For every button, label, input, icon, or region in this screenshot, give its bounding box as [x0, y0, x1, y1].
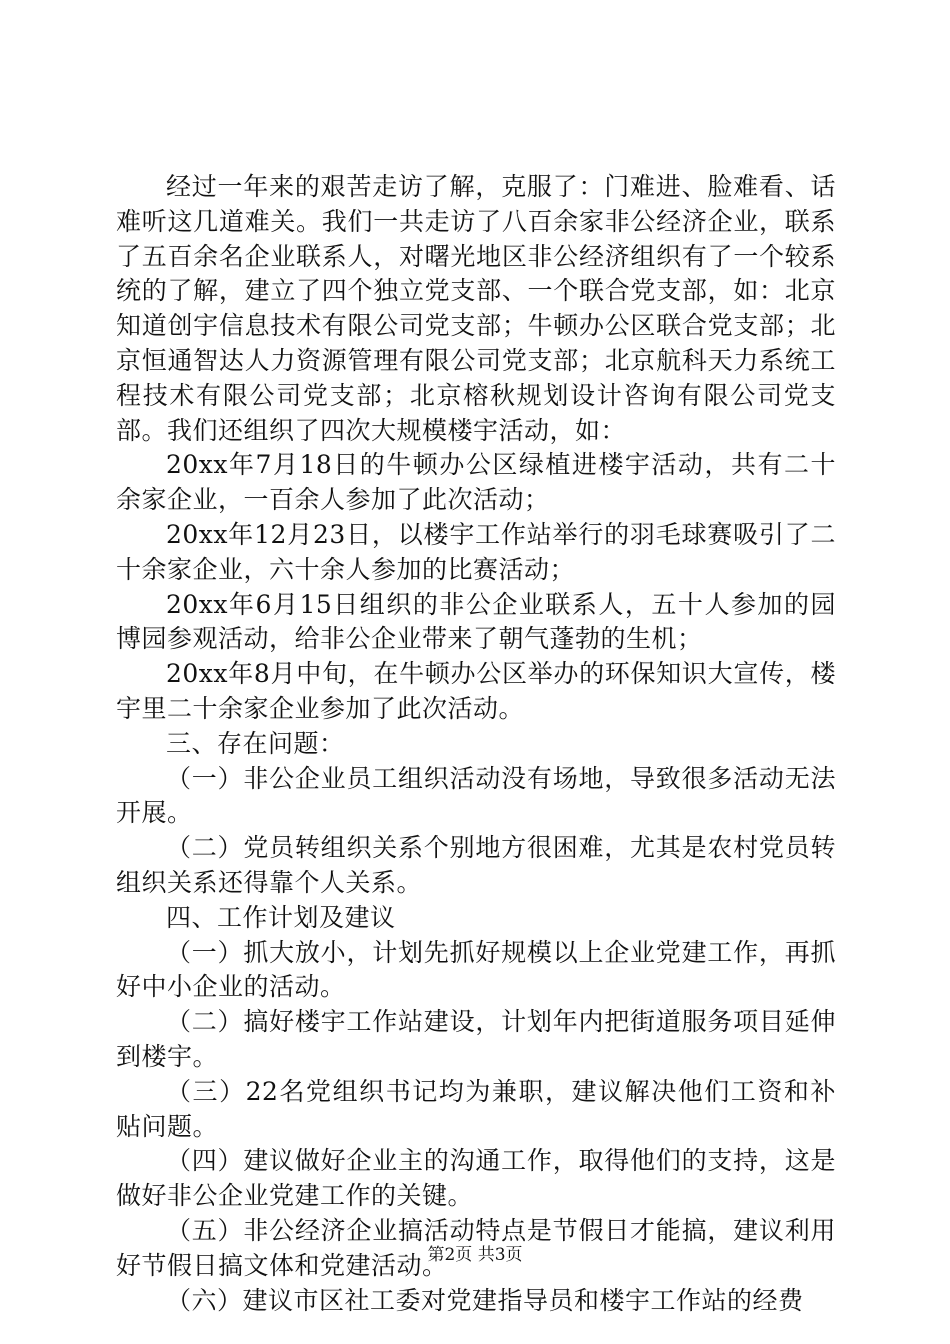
paragraph-plan-6: （六）建议市区社工委对党建指导员和楼宇工作站的经费 — [166, 1285, 804, 1315]
paragraph-problem-1: （一）非公企业员工组织活动没有场地，导致很多活动无法开展。 — [116, 763, 836, 828]
paragraph-event-green-plants: 20xx年7月18日的牛顿办公区绿植进楼宇活动，共有二十余家企业，一百余人参加了此次活动； — [116, 450, 836, 515]
paragraph-event-environment: 20xx年8月中旬，在牛顿办公区举办的环保知识大宣传，楼宇里二十余家企业参加了此次活动。 — [116, 659, 836, 723]
paragraph-plan-4: （四）建议做好企业主的沟通工作，取得他们的支持，这是做好非公企业党建工作的关键。 — [116, 1146, 836, 1211]
document-body — [116, 170, 836, 1318]
paragraph-plan-5: （五）非公经济企业搞活动特点是节假日才能搞，建议利用好节假日搞文体和党建活动。 — [116, 1215, 836, 1280]
paragraph-plan-2: （二）搞好楼宇工作站建设，计划年内把街道服务项目延伸到楼宇。 — [116, 1007, 836, 1071]
paragraph-problem-2: （二）党员转组织关系个别地方很困难，尤其是农村党员转组织关系还得靠个人关系。 — [116, 833, 836, 897]
section-heading-plans: 四、工作计划及建议 — [166, 902, 396, 932]
paragraph-plan-1: （一）抓大放小，计划先抓好规模以上企业党建工作，再抓好中小企业的活动。 — [116, 937, 836, 1002]
paragraph-plan-3: （三）22名党组织书记均为兼职，建议解决他们工资和补贴问题。 — [116, 1076, 836, 1141]
paragraph-visit-summary: 经过一年来的艰苦走访了解，克服了：门难进、脸难看、话难听这几道难关。我们一共走访了八百余家非公经济企业，联系了五百余名企业联系人，对曙光地区非公经济组织有了一个较系统的了解，建立了四个独立党支部、一个联合党支部，如：北京知道创宇信息技术有限公司党支部；牛顿办公区联合党支部；北京恒通智达人力资源管理有限公司党支部；北京航科天力系统工程技术有限公司党支部；北京榕秋规划设计咨询有限公司党支部。我们还组织了四次大规模楼宇活动，如： — [116, 172, 836, 445]
section-heading-problems: 三、存在问题： — [166, 728, 345, 758]
paragraph-event-expo-park: 20xx年6月15日组织的非公企业联系人，五十人参加的园博园参观活动，给非公企业带来了朝气蓬勃的生机； — [116, 589, 836, 654]
paragraph-event-badminton: 20xx年12月23日，以楼宇工作站举行的羽毛球赛吸引了二十余家企业，六十余人参加的比赛活动； — [116, 519, 836, 584]
page-number-footer: 第2页 共3页 — [427, 1245, 523, 1265]
